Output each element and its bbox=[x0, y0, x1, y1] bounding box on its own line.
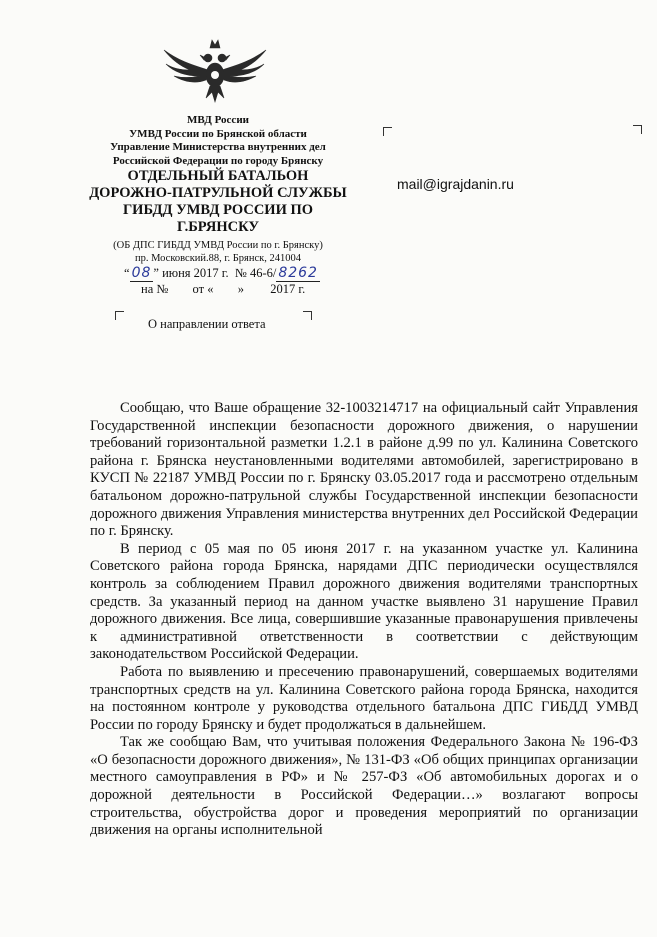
reference-na: на № bbox=[141, 282, 169, 296]
addressee-corner-right bbox=[633, 125, 642, 134]
outgoing-number-prefix: № 46-6/ bbox=[234, 266, 277, 280]
letterhead-title-line: ГИБДД УМВД РОССИИ ПО bbox=[122, 202, 314, 218]
letterhead-line: Управление Министерства внутренних дел bbox=[110, 141, 326, 153]
date-day-handwritten: 08 bbox=[131, 265, 152, 281]
eagle-emblem-icon bbox=[160, 30, 270, 105]
letterhead-abbr: (ОБ ДПС ГИБДД УМВД России по г. Брянску) bbox=[113, 240, 323, 251]
addressee-email: mail@igrajdanin.ru bbox=[397, 176, 514, 192]
letterhead-line: МВД России bbox=[186, 114, 249, 126]
reference-year: 2017 г. bbox=[270, 282, 306, 296]
letter-body bbox=[90, 400, 638, 840]
addressee-corner-left bbox=[383, 127, 392, 136]
body-paragraph: Так же сообщаю Вам, что учитывая положения Федерального Закона № 196-ФЗ «О безопасности дорожного движения», № 131-ФЗ «Об общих принципах организации местного самоуправления в РФ» и № 257-ФЗ «Об автомобильных дорогах и о дорожной деятельности в Российской Федерации…» возлагают вопросы строительства, обустройства дорог и проведения мероприятий по организации движения на органы исполнительной bbox=[90, 734, 638, 839]
letterhead-block bbox=[82, 114, 354, 265]
letterhead-address: пр. Московский.88, г. Брянск, 241004 bbox=[134, 253, 302, 264]
letterhead-title-line: ДОРОЖНО-ПАТРУЛЬНОЙ СЛУЖБЫ bbox=[89, 185, 347, 201]
outgoing-number-handwritten: 8262 bbox=[278, 265, 318, 281]
reference-line bbox=[141, 282, 305, 297]
date-close-quote: ” bbox=[153, 266, 159, 280]
body-paragraph: Сообщаю, что Ваше обращение 32-1003214717 на официальный сайт Управления Государственной инспекции безопасности дорожного движения, о нарушении требований горизонтальной разметки 1.2.1 в районе д.99 по ул. Калинина Советского района г. Брянска неустановленными водителями автомобилей, зарегистрировано в КУСП № 22187 УМВД России по г. Брянску 03.05.2017 года и рассмотрено отдельным батальоном дорожно-патрульной службы Государственной инспекции безопасности дорожного движения Управления министерства внутренних дел Российской Федерации по г. Брянску. bbox=[90, 400, 638, 540]
subject-corner-left bbox=[115, 311, 124, 320]
date-month-year: июня 2017 г. bbox=[162, 266, 229, 280]
subject-line: О направлении ответа bbox=[148, 317, 266, 331]
letterhead-title-line: Г.БРЯНСКУ bbox=[176, 219, 260, 235]
body-paragraph: В период с 05 мая по 05 июня 2017 г. на указанном участке ул. Калинина Советского района города Брянска, нарядами ДПС периодически осуществлялся контроль за соблюдением Правил дорожного движения водителями транспортных средств. За указанный период на данном участке выявлено 31 нарушение Правил дорожного движения. Все лица, совершившие указанные правонарушения привлечены к административной ответственности в соответствии с действующим законодательством Российской Федерации. bbox=[90, 540, 638, 663]
reference-ot: от « bbox=[192, 282, 214, 296]
letterhead-line: Российской Федерации по городу Брянску bbox=[112, 154, 324, 167]
reference-close: » bbox=[237, 282, 244, 296]
letterhead-title-line: ОТДЕЛЬНЫЙ БАТАЛЬОН bbox=[127, 168, 309, 184]
date-line bbox=[124, 265, 320, 281]
subject-corner-right bbox=[303, 311, 312, 320]
letterhead-line: УМВД России по Брянской области bbox=[129, 127, 307, 140]
body-paragraph: Работа по выявлению и пресечению правонарушений, совершаемых водителями транспортных средств на ул. Калинина Советского района города Брянска, находится на постоянном контроле у руководства отдельного батальона ДПС ГИБДД УМВД России по городу Брянску и будет продолжаться в дальнейшем. bbox=[90, 663, 638, 733]
date-open-quote: “ bbox=[124, 266, 130, 280]
